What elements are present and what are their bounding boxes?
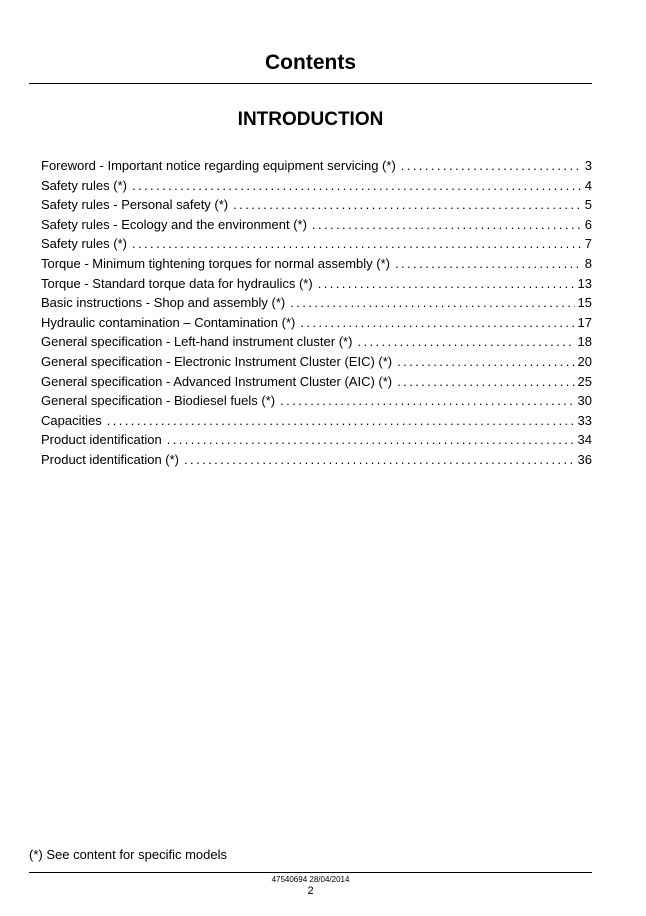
toc-dot-leader xyxy=(395,254,582,274)
toc-dot-leader xyxy=(401,156,582,176)
toc-dot-leader xyxy=(132,234,582,254)
toc-entry-page: 4 xyxy=(584,177,592,193)
toc-entry-title: Safety rules - Ecology and the environment (*) xyxy=(41,216,307,232)
toc-dot-leader xyxy=(290,293,574,313)
toc-entry-title: General specification - Advanced Instrument Cluster (AIC) (*) xyxy=(41,373,393,389)
toc-dot-leader xyxy=(318,274,575,294)
toc-entry-page: 36 xyxy=(577,451,592,467)
toc-entry-title: Product identification xyxy=(41,432,162,448)
toc-entry-page: 7 xyxy=(584,236,592,252)
toc-entry[interactable] xyxy=(41,293,592,313)
toc-dot-leader xyxy=(184,450,575,470)
toc-entry-page: 13 xyxy=(577,275,592,291)
toc-entry-page: 15 xyxy=(577,295,592,311)
toc-entry-page: 30 xyxy=(577,393,592,409)
toc-entry-title: Safety rules (*) xyxy=(41,236,127,252)
toc-entry-page: 8 xyxy=(584,255,592,271)
toc-entry[interactable] xyxy=(41,372,592,392)
toc-dot-leader xyxy=(397,352,574,372)
toc-entry-title: Safety rules (*) xyxy=(41,177,127,193)
toc-entry-title: Foreword - Important notice regarding equipment servicing (*) xyxy=(41,158,396,173)
toc-entry-page: 5 xyxy=(584,197,592,213)
toc-entry-title: General specification - Electronic Instrument Cluster (EIC) (*) xyxy=(41,353,393,369)
toc-dot-leader xyxy=(233,195,582,215)
toc-entry-title: General specification - Left-hand instrument cluster (*) xyxy=(41,334,353,350)
toc-entry-page: 34 xyxy=(577,432,592,448)
footnote: (*) See content for specific models xyxy=(29,847,227,862)
page-number: 2 xyxy=(307,885,314,897)
document-reference: 47540694 28/04/2014 xyxy=(271,875,350,884)
toc-entry-title: Safety rules - Personal safety (*) xyxy=(41,197,229,213)
header-divider xyxy=(29,83,592,84)
toc-dot-leader xyxy=(357,332,574,352)
toc-dot-leader xyxy=(300,313,574,333)
toc-entry[interactable] xyxy=(41,352,592,372)
toc-dot-leader xyxy=(132,176,582,196)
toc-dot-leader xyxy=(280,391,574,411)
toc-entry[interactable] xyxy=(41,313,592,333)
toc-entry-title: Basic instructions - Shop and assembly (*) xyxy=(41,295,286,311)
section-title: INTRODUCTION xyxy=(237,109,384,130)
toc-entry[interactable] xyxy=(41,391,592,411)
footer-divider xyxy=(29,872,592,873)
toc-entry-title: General specification - Biodiesel fuels (*) xyxy=(41,393,276,409)
toc-entry[interactable] xyxy=(41,411,592,431)
toc-entry[interactable] xyxy=(41,450,592,470)
toc-entry-title: Capacities xyxy=(41,412,102,428)
toc-entry[interactable] xyxy=(41,274,592,294)
toc-entry-title: Torque - Minimum tightening torques for normal assembly (*) xyxy=(41,255,390,271)
toc-entry[interactable] xyxy=(41,156,592,176)
toc-dot-leader xyxy=(107,411,575,431)
toc-entry-page: 25 xyxy=(577,373,592,389)
toc-entry-title: Torque - Standard torque data for hydraulics (*) xyxy=(41,275,313,291)
toc-entry[interactable] xyxy=(41,430,592,450)
toc-entry[interactable] xyxy=(41,215,592,235)
toc-entry-page: 17 xyxy=(577,314,592,330)
toc-entry-page: 18 xyxy=(577,334,592,350)
toc-entry-page: 20 xyxy=(577,353,592,369)
toc-entry[interactable] xyxy=(41,254,592,274)
toc-entry-title: Hydraulic contamination – Contamination (*) xyxy=(41,314,296,330)
toc-entry-title: Product identification (*) xyxy=(41,451,180,467)
toc-entry[interactable] xyxy=(41,195,592,215)
page-title: Contents xyxy=(265,51,356,74)
toc-dot-leader xyxy=(167,430,575,450)
toc-entry-page: 33 xyxy=(577,412,592,428)
toc-entry-page: 3 xyxy=(584,158,592,173)
table-of-contents xyxy=(41,156,592,470)
toc-dot-leader xyxy=(397,372,574,392)
toc-entry[interactable] xyxy=(41,234,592,254)
toc-entry-page: 6 xyxy=(584,216,592,232)
toc-entry[interactable] xyxy=(41,176,592,196)
toc-entry[interactable] xyxy=(41,332,592,352)
toc-dot-leader xyxy=(312,215,582,235)
